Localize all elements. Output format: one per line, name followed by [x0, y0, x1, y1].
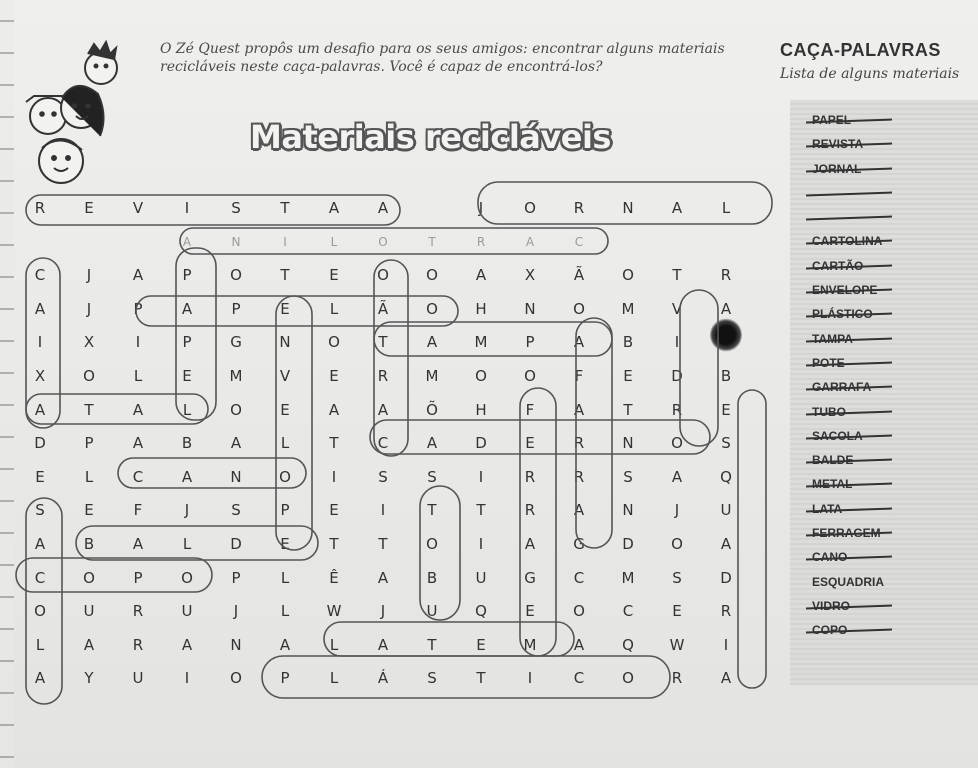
grid-letter: D — [230, 535, 242, 553]
grid-letter: I — [478, 535, 484, 553]
grid-letter: A — [377, 199, 389, 217]
grid-letter: S — [231, 199, 241, 217]
grid-letter: R — [720, 602, 732, 621]
grid-letter: U — [181, 602, 193, 621]
grid-letter: D — [34, 434, 46, 453]
grid-letter: S — [427, 669, 437, 688]
grid-letter: I — [674, 333, 680, 352]
word-list-item: CANO — [812, 545, 884, 569]
grid-letter: M — [621, 299, 635, 318]
grid-letter: A — [182, 234, 192, 249]
grid-letter: A — [34, 400, 46, 419]
grid-letter: C — [34, 568, 46, 587]
grid-letter: Q — [622, 635, 634, 654]
grid-letter: A — [230, 434, 242, 453]
grid-letter: I — [723, 635, 729, 654]
grid-letter: A — [720, 535, 732, 553]
grid-letter: J — [184, 501, 190, 520]
grid-row — [20, 629, 772, 662]
grid-letter: N — [230, 635, 242, 654]
grid-letter: N — [230, 467, 242, 486]
word-list-item: METAL — [812, 472, 884, 496]
grid-letter: P — [231, 568, 241, 587]
grid-row — [20, 192, 772, 225]
grid-letter: N — [622, 501, 634, 520]
grid-letter: R — [377, 367, 389, 385]
grid-letter: T — [378, 535, 388, 553]
grid-letter: E — [280, 535, 290, 553]
grid-letter: A — [34, 299, 46, 318]
grid-letter: C — [622, 602, 634, 621]
grid-letter: T — [427, 635, 437, 654]
grid-letter: U — [83, 602, 95, 621]
grid-letter: T — [623, 400, 633, 419]
grid-letter: L — [280, 602, 290, 621]
word-list-item: TUBO — [812, 400, 884, 424]
grid-letter: O — [573, 602, 585, 621]
grid-letter: R — [34, 199, 46, 217]
word-list-item — [812, 181, 884, 205]
grid-letter: Q — [475, 602, 487, 621]
grid-letter: I — [37, 333, 43, 352]
grid-letter: O — [83, 367, 95, 385]
grid-letter: O — [622, 669, 634, 688]
grid-letter: A — [34, 669, 46, 688]
grid-letter: A — [377, 635, 389, 654]
grid-letter: U — [475, 568, 487, 587]
grid-letter: R — [671, 669, 683, 688]
word-list-item: SACOLA — [812, 424, 884, 448]
grid-letter: T — [280, 199, 290, 217]
grid-letter: O — [328, 333, 340, 352]
grid-letter: T — [378, 333, 388, 352]
grid-letter: N — [622, 434, 634, 453]
grid-letter: T — [280, 266, 290, 285]
grid-letter: L — [182, 535, 192, 553]
grid-letter: F — [133, 501, 143, 520]
word-list-item: CARTÃO — [812, 254, 884, 278]
grid-letter: G — [573, 535, 585, 553]
grid-letter: W — [669, 635, 685, 654]
grid-letter: A — [132, 266, 144, 285]
grid-letter: M — [523, 635, 537, 654]
grid-letter: L — [329, 299, 339, 318]
grid-letter: P — [84, 434, 94, 453]
grid-row — [20, 528, 772, 561]
grid-letter: H — [475, 299, 487, 318]
grid-letter: M — [474, 333, 488, 352]
grid-row — [20, 259, 772, 292]
grid-letter: O — [34, 602, 46, 621]
grid-letter: O — [671, 535, 683, 553]
grid-letter: J — [380, 602, 386, 621]
grid-letter: A — [328, 199, 340, 217]
grid-letter: M — [425, 367, 439, 385]
grid-letter: C — [573, 669, 585, 688]
grid-letter: E — [329, 367, 339, 385]
grid-letter: A — [720, 299, 732, 318]
grid-letter: O — [475, 367, 487, 385]
grid-letter: Ã — [377, 299, 389, 318]
word-list-item: JORNAL — [812, 157, 884, 181]
grid-letter: B — [720, 367, 732, 385]
grid-letter: V — [671, 299, 683, 318]
grid-letter: L — [84, 467, 94, 486]
grid-letter: T — [329, 434, 339, 453]
grid-letter: J — [674, 501, 680, 520]
grid-letter: E — [84, 199, 94, 217]
grid-letter: O — [524, 199, 536, 217]
grid-letter: A — [671, 467, 683, 486]
word-list-item: FERRAGEM — [812, 521, 884, 545]
grid-letter: P — [182, 333, 192, 352]
grid-letter: X — [34, 367, 46, 385]
grid-letter: R — [573, 467, 585, 486]
grid-letter: G — [524, 568, 536, 587]
grid-letter: P — [231, 299, 241, 318]
grid-row — [20, 427, 772, 460]
grid-letter: O — [230, 266, 242, 285]
grid-letter: O — [524, 367, 536, 385]
word-list-item: PLÁSTICO — [812, 302, 884, 326]
grid-letter: E — [182, 367, 192, 385]
grid-letter: I — [331, 467, 337, 486]
intro-line-1: O Zé Quest propôs um desafio para os seus amigos: encontrar alguns materiais — [160, 41, 725, 57]
grid-letter: A — [181, 635, 193, 654]
grid-letter: N — [231, 234, 241, 249]
word-list-item: VIDRO — [812, 594, 884, 618]
ink-smudge — [710, 318, 742, 352]
grid-letter: B — [181, 434, 193, 453]
grid-letter: M — [229, 367, 243, 385]
grid-letter: B — [622, 333, 634, 352]
grid-letter: J — [478, 199, 484, 217]
grid-letter: E — [280, 299, 290, 318]
grid-letter: T — [476, 669, 486, 688]
grid-letter: N — [279, 333, 291, 352]
grid-letter: I — [184, 199, 190, 217]
grid-letter: A — [525, 234, 535, 249]
grid-letter: E — [280, 400, 290, 419]
grid-letter: A — [426, 434, 438, 453]
grid-letter: Y — [84, 669, 94, 688]
grid-letter: F — [525, 400, 535, 419]
grid-letter: E — [623, 367, 633, 385]
grid-letter: S — [623, 467, 633, 486]
page-title: Materiais recicláveis — [250, 118, 611, 156]
grid-letter: O — [426, 266, 438, 285]
grid-letter: B — [426, 568, 438, 587]
word-list-item: COPO — [812, 618, 884, 642]
grid-letter: A — [377, 568, 389, 587]
grid-letter: S — [231, 501, 241, 520]
grid-letter: R — [132, 635, 144, 654]
word-list-item: REVISTA — [812, 132, 884, 156]
grid-letter: E — [525, 434, 535, 453]
grid-letter: C — [377, 434, 389, 453]
grid-letter: S — [35, 501, 45, 520]
grid-letter: X — [524, 266, 536, 285]
grid-letter: E — [35, 467, 45, 486]
grid-letter: A — [377, 400, 389, 419]
word-list-item — [812, 205, 884, 229]
grid-letter: V — [132, 199, 144, 217]
grid-letter: A — [83, 635, 95, 654]
grid-letter: F — [574, 367, 584, 385]
grid-letter: M — [621, 568, 635, 587]
grid-letter: I — [135, 333, 141, 352]
grid-letter: U — [426, 602, 438, 621]
grid-letter: E — [525, 602, 535, 621]
grid-letter: A — [132, 434, 144, 453]
grid-letter: P — [525, 333, 535, 352]
grid-letter: O — [279, 467, 291, 486]
word-list-item: LATA — [812, 497, 884, 521]
grid-letter: R — [720, 266, 732, 285]
grid-row — [20, 394, 772, 427]
grid-letter: V — [279, 367, 291, 385]
grid-letter: R — [132, 602, 144, 621]
word-list-item: PAPEL — [812, 108, 884, 132]
grid-letter: S — [427, 467, 437, 486]
grid-letter: R — [476, 234, 486, 249]
grid-letter: A — [132, 400, 144, 419]
grid-letter: O — [83, 568, 95, 587]
word-search-grid — [20, 192, 772, 696]
grid-letter: N — [622, 199, 634, 217]
grid-letter: X — [83, 333, 95, 352]
grid-letter: D — [720, 568, 732, 587]
grid-letter: I — [283, 234, 287, 249]
grid-letter: D — [622, 535, 634, 553]
grid-letter: P — [133, 568, 143, 587]
grid-letter: S — [378, 467, 388, 486]
grid-letter: P — [133, 299, 143, 318]
grid-letter: T — [672, 266, 682, 285]
grid-letter: C — [573, 568, 585, 587]
grid-letter: A — [671, 199, 683, 217]
grid-row — [20, 326, 772, 359]
grid-letter: L — [35, 635, 45, 654]
grid-letter: S — [721, 434, 731, 453]
grid-letter: O — [230, 400, 242, 419]
grid-letter: D — [475, 434, 487, 453]
children-illustration — [16, 36, 136, 186]
grid-letter: I — [184, 669, 190, 688]
grid-letter: O — [181, 568, 193, 587]
grid-letter: R — [524, 467, 536, 486]
grid-letter: Q — [720, 467, 732, 486]
grid-letter: C — [574, 234, 584, 249]
grid-letter: E — [476, 635, 486, 654]
grid-letter: U — [720, 501, 732, 520]
grid-letter: N — [524, 299, 536, 318]
grid-letter: L — [329, 669, 339, 688]
grid-letter: R — [573, 199, 585, 217]
grid-letter: T — [428, 234, 436, 249]
grid-letter: T — [329, 535, 339, 553]
grid-row — [20, 562, 772, 595]
grid-letter: L — [280, 434, 290, 453]
word-list-item: POTE — [812, 351, 884, 375]
grid-letter: U — [132, 669, 144, 688]
intro-text — [160, 40, 730, 76]
grid-letter: L — [133, 367, 143, 385]
grid-letter: R — [573, 434, 585, 453]
grid-letter: A — [720, 669, 732, 688]
grid-letter: P — [182, 266, 192, 285]
grid-letter: R — [671, 400, 683, 419]
grid-letter: O — [378, 234, 388, 249]
grid-letter: D — [671, 367, 683, 385]
word-list-item: TAMPA — [812, 327, 884, 351]
grid-letter: E — [329, 501, 339, 520]
binding-edge — [0, 0, 14, 768]
grid-letter: J — [86, 299, 92, 318]
grid-letter: O — [377, 266, 389, 285]
grid-letter: L — [721, 199, 731, 217]
grid-letter: O — [573, 299, 585, 318]
grid-letter: A — [573, 635, 585, 654]
grid-letter: L — [182, 400, 192, 419]
word-list-item: CARTOLINA — [812, 229, 884, 253]
grid-letter: W — [326, 602, 342, 621]
grid-letter: A — [426, 333, 438, 352]
grid-letter: A — [132, 535, 144, 553]
grid-letter: H — [475, 400, 487, 419]
intro-line-2: recicláveis neste caça-palavras. Você é capaz de encontrá-los? — [160, 59, 603, 75]
grid-letter: E — [84, 501, 94, 520]
grid-letter: L — [329, 635, 339, 654]
grid-letter: E — [329, 266, 339, 285]
grid-letter: O — [426, 535, 438, 553]
grid-letter: O — [622, 266, 634, 285]
grid-letter: L — [280, 568, 290, 587]
grid-letter: J — [86, 266, 92, 285]
grid-letter: G — [230, 333, 242, 352]
grid-letter: T — [476, 501, 486, 520]
word-list-item: BALDE — [812, 448, 884, 472]
grid-letter: A — [573, 400, 585, 419]
grid-row — [20, 293, 772, 326]
grid-letter: O — [671, 434, 683, 453]
grid-letter: Ã — [573, 266, 585, 285]
grid-letter: P — [280, 669, 290, 688]
word-list-item: ENVELOPE — [812, 278, 884, 302]
grid-letter: J — [233, 602, 239, 621]
grid-letter: T — [84, 400, 94, 419]
grid-letter: A — [328, 400, 340, 419]
grid-letter: P — [280, 501, 290, 520]
word-list-item: GARRAFA — [812, 375, 884, 399]
grid-letter: C — [34, 266, 46, 285]
grid-letter: I — [478, 467, 484, 486]
grid-letter: A — [279, 635, 291, 654]
grid-letter: I — [527, 669, 533, 688]
grid-row — [20, 662, 772, 695]
sidebar-subtitle: Lista de alguns materiais — [780, 66, 960, 82]
grid-letter: E — [672, 602, 682, 621]
grid-row — [20, 226, 772, 259]
grid-letter: A — [181, 467, 193, 486]
grid-letter: O — [426, 299, 438, 318]
grid-row — [20, 494, 772, 527]
grid-letter: Ê — [329, 568, 339, 587]
grid-letter: E — [721, 400, 731, 419]
sidebar-title: CAÇA-PALAVRAS — [780, 40, 941, 60]
grid-letter: R — [524, 501, 536, 520]
grid-row — [20, 461, 772, 494]
grid-letter: A — [573, 333, 585, 352]
grid-letter: A — [573, 501, 585, 520]
grid-letter: A — [34, 535, 46, 553]
grid-letter: A — [181, 299, 193, 318]
grid-letter: C — [132, 467, 144, 486]
grid-letter: B — [83, 535, 95, 553]
grid-letter: Á — [377, 669, 389, 688]
grid-row — [20, 595, 772, 628]
grid-letter: S — [672, 568, 682, 587]
grid-letter: L — [330, 234, 338, 249]
grid-letter: Õ — [426, 400, 438, 419]
grid-letter: O — [230, 669, 242, 688]
grid-letter: I — [380, 501, 386, 520]
grid-letter: A — [524, 535, 536, 553]
word-list — [812, 108, 884, 643]
word-list-item: ESQUADRIA — [812, 574, 885, 589]
grid-row — [20, 360, 772, 393]
grid-letter: T — [427, 501, 437, 520]
grid-letter: A — [475, 266, 487, 285]
